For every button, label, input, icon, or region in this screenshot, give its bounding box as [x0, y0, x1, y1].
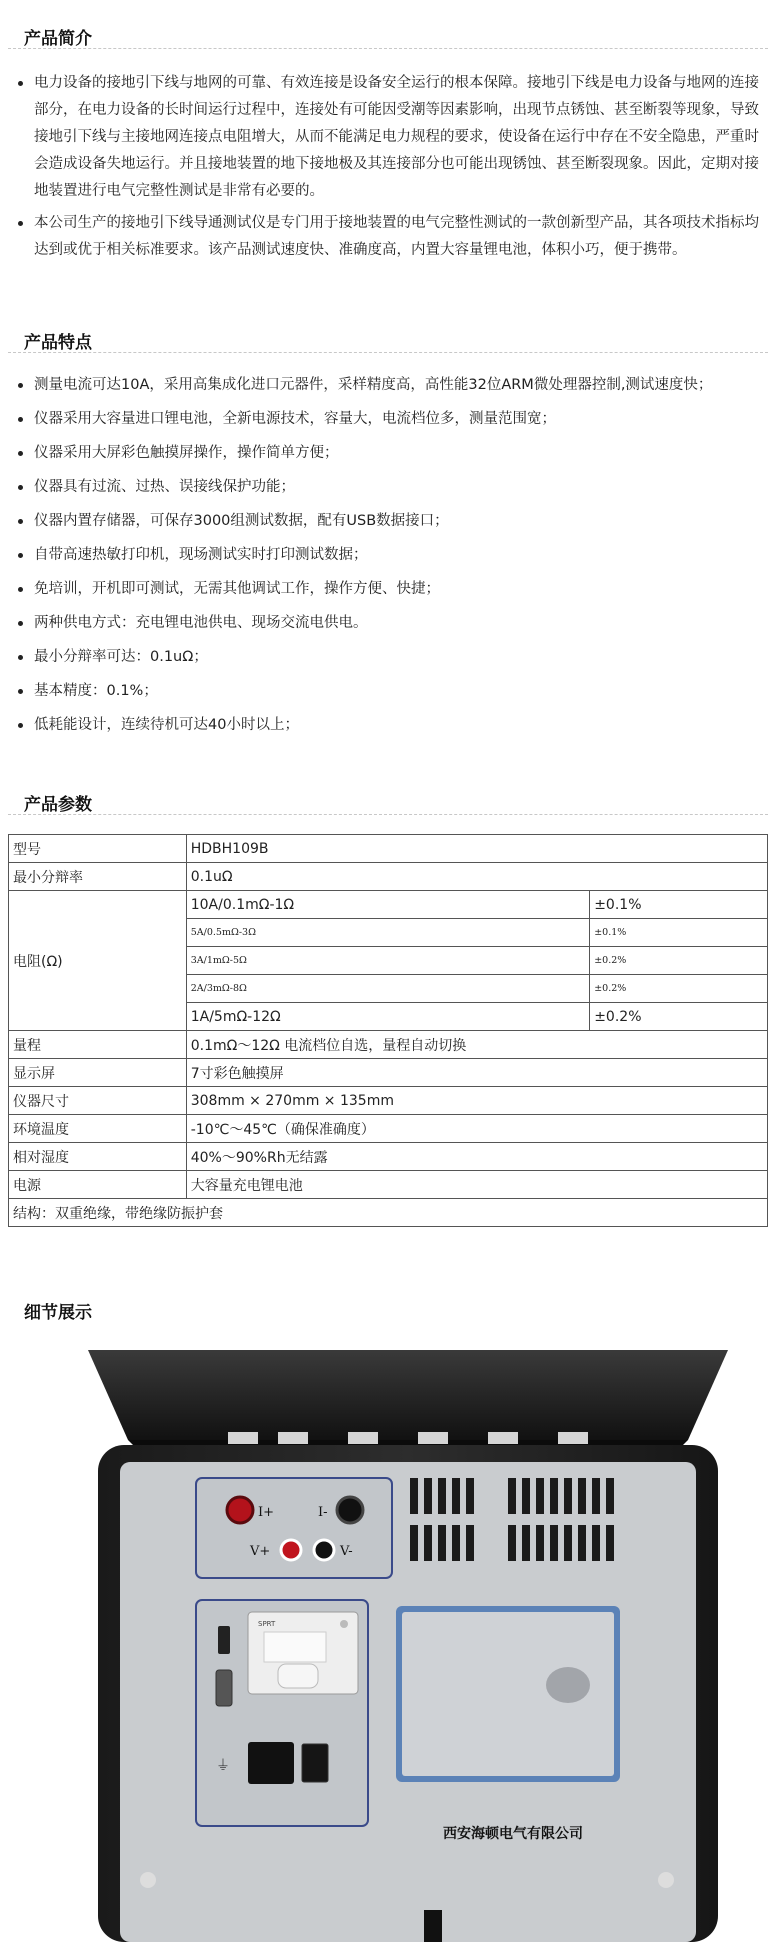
param-value: 大容量充电锂电池: [186, 1171, 767, 1199]
usb-port-icon[interactable]: [218, 1626, 230, 1654]
resistance-range: 1A/5mΩ-12Ω: [186, 1003, 589, 1031]
params-section-header: [8, 788, 768, 815]
feature-item: 最小分辩率可达：0.1uΩ；: [8, 644, 768, 671]
case-lid: [88, 1350, 728, 1440]
terminal-block: [196, 1478, 392, 1578]
resistance-range: 5A/0.5mΩ-3Ω: [186, 919, 589, 947]
intro-section-header: [8, 22, 768, 49]
feature-item: 免培训，开机即可测试，无需其他调试工作，操作方便、快捷；: [8, 576, 768, 603]
terminal-i-plus-label: I+: [258, 1505, 275, 1520]
details-title: 细节展示: [24, 1303, 92, 1323]
feature-item: 仪器内置存储器，可保存3000组测试数据，配有USB数据接口；: [8, 508, 768, 535]
feature-item: 仪器具有过流、过热、误接线保护功能；: [8, 474, 768, 501]
param-value: 0.1mΩ～12Ω 电流档位自选，量程自动切换: [186, 1031, 767, 1059]
terminal-i-minus-label: I-: [318, 1505, 328, 1520]
resistance-range: 3A/1mΩ-5Ω: [186, 947, 589, 975]
feature-item: 基本精度：0.1%；: [8, 678, 768, 705]
table-row: [9, 1059, 768, 1087]
latch-icon: [424, 1910, 442, 1942]
resistance-range: 2A/3mΩ-8Ω: [186, 975, 589, 1003]
terminal-i-minus-icon[interactable]: [337, 1497, 363, 1523]
param-label: 显示屏: [9, 1059, 187, 1087]
table-row: [9, 835, 768, 863]
param-label: 仪器尺寸: [9, 1087, 187, 1115]
printer-door: [278, 1664, 318, 1688]
terminal-v-minus-label: V-: [340, 1544, 353, 1559]
param-label: 电源: [9, 1171, 187, 1199]
param-label: 最小分辩率: [9, 863, 187, 891]
terminal-v-minus-icon[interactable]: [314, 1540, 334, 1560]
table-row: [9, 891, 768, 919]
param-label: 量程: [9, 1031, 187, 1059]
printer-paper: [264, 1632, 326, 1662]
product-photo: [88, 1350, 728, 1942]
param-value: -10℃～45℃（确保准确度）: [186, 1115, 767, 1143]
terminal-v-plus-icon[interactable]: [281, 1540, 301, 1560]
param-label: 环境温度: [9, 1115, 187, 1143]
serial-port-icon[interactable]: [216, 1670, 232, 1706]
params-table: [8, 834, 768, 1227]
resistance-accuracy: ±0.1%: [590, 891, 768, 919]
resistance-accuracy: ±0.1%: [590, 919, 768, 947]
screw-icon: [658, 1872, 674, 1888]
power-switch-icon[interactable]: [302, 1744, 328, 1782]
feature-item: 低耗能设计，连续待机可达40小时以上；: [8, 712, 768, 739]
screen-reflection: [546, 1667, 590, 1703]
printer-button-icon[interactable]: [340, 1620, 348, 1628]
param-label: 电阻(Ω): [9, 891, 187, 1031]
features-title: 产品特点: [24, 333, 92, 353]
table-row: [9, 1031, 768, 1059]
table-row: [9, 1115, 768, 1143]
param-value: 308mm × 270mm × 135mm: [186, 1087, 767, 1115]
param-value: 7寸彩色触摸屏: [186, 1059, 767, 1087]
table-row: [9, 1143, 768, 1171]
terminal-v-plus-label: V+: [250, 1544, 271, 1559]
ground-icon: ⏚: [216, 1758, 230, 1774]
param-label: 相对湿度: [9, 1143, 187, 1171]
terminal-i-plus-icon[interactable]: [227, 1497, 253, 1523]
param-value: 0.1uΩ: [186, 863, 767, 891]
structure-note: 结构：双重绝缘，带绝缘防振护套: [9, 1199, 768, 1227]
params-title: 产品参数: [24, 795, 92, 815]
table-row: [9, 1171, 768, 1199]
feature-item: 仪器采用大容量进口锂电池，全新电源技术，容量大，电流档位多，测量范围宽；: [8, 406, 768, 433]
feature-item: 两种供电方式：充电锂电池供电、现场交流电供电。: [8, 610, 768, 637]
resistance-accuracy: ±0.2%: [590, 947, 768, 975]
feature-item: 测量电流可达10A，采用高集成化进口元器件，采样精度高，高性能32位ARM微处理器控制,测试速度快；: [8, 372, 768, 399]
features-list: [8, 372, 768, 746]
intro-title: 产品简介: [24, 29, 92, 49]
resistance-range: 10A/0.1mΩ-1Ω: [186, 891, 589, 919]
param-label: 型号: [9, 835, 187, 863]
intro-paragraph: 电力设备的接地引下线与地网的可靠、有效连接是设备安全运行的根本保障。接地引下线是电力设备与地网的连接部分，在电力设备的长时间运行过程中，连接处有可能因受潮等因素影响，出现节点锈蚀、甚至断裂等现象，导致接地引下线与主接地网连接点电阻增大，从而不能满足电力规程的要求，使设备在运行中存在不安全隐患，严重时会造成设备失地运行。并且接地装置的地下接地极及其连接部分也可能出现锈蚀、甚至断裂现象。因此，定期对接地装置进行电气完整性测试是非常有必要的。: [8, 70, 768, 205]
feature-item: 自带高速热敏打印机，现场测试实时打印测试数据；: [8, 542, 768, 569]
resistance-accuracy: ±0.2%: [590, 1003, 768, 1031]
intro-paragraph: 本公司生产的接地引下线导通测试仪是专门用于接地装置的电气完整性测试的一款创新型产品，其各项技术指标均达到或优于相关标准要求。该产品测试速度快、准确度高，内置大容量锂电池，体积小巧，便于携带。: [8, 210, 768, 264]
power-socket-icon[interactable]: [248, 1742, 294, 1784]
table-row: [9, 863, 768, 891]
table-row: [9, 1199, 768, 1227]
table-row: [9, 1087, 768, 1115]
param-value: 40%～90%Rh无结露: [186, 1143, 767, 1171]
features-section-header: [8, 326, 768, 353]
feature-item: 仪器采用大屏彩色触摸屏操作，操作简单方便；: [8, 440, 768, 467]
details-section-header: [8, 1296, 768, 1322]
resistance-accuracy: ±0.2%: [590, 975, 768, 1003]
company-name: 西安海顿电气有限公司: [443, 1826, 583, 1842]
screw-icon: [140, 1872, 156, 1888]
printer-label: SPRT: [258, 1620, 276, 1628]
param-value: HDBH109B: [186, 835, 767, 863]
intro-list: [8, 70, 768, 269]
